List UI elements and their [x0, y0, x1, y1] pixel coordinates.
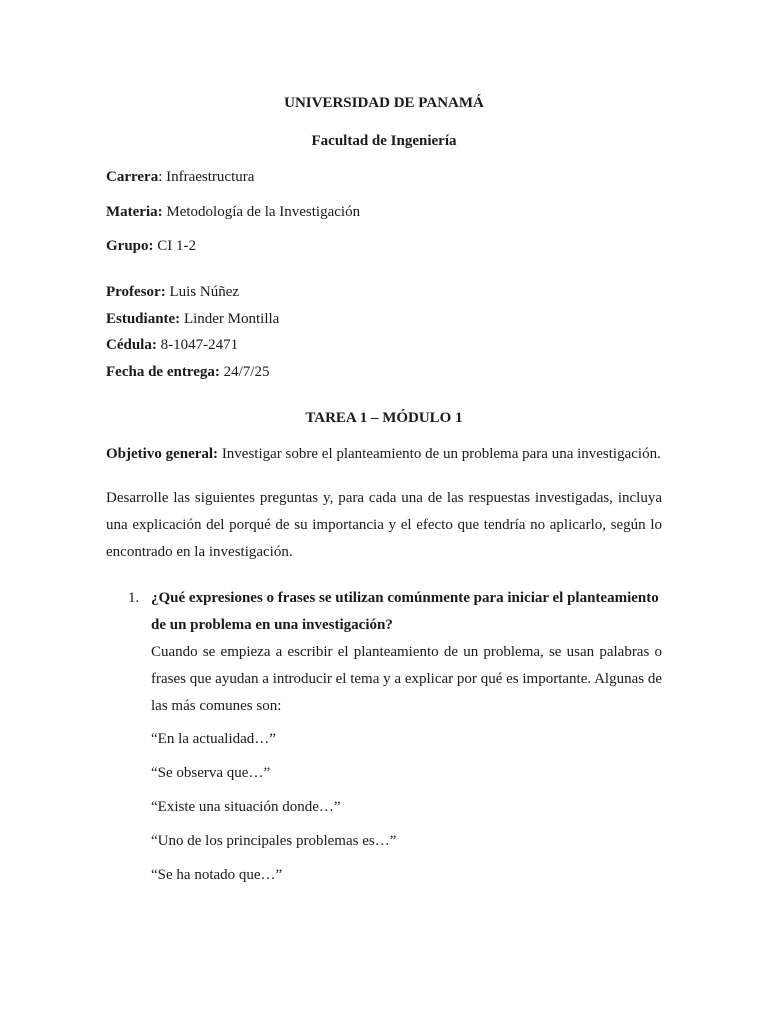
carrera-line — [106, 169, 254, 186]
materia-line — [106, 204, 360, 221]
example-phrase: “En la actualidad…” — [151, 731, 276, 747]
profesor-value: Luis Núñez — [165, 284, 240, 300]
estudiante-value: Linder Montilla — [180, 311, 280, 327]
cedula-label: Cédula: — [106, 337, 157, 353]
university-title: UNIVERSIDAD DE PANAMÁ — [284, 95, 484, 111]
profesor-label: Profesor: — [106, 284, 166, 300]
cedula-line — [106, 337, 238, 354]
estudiante-label: Estudiante: — [106, 311, 181, 327]
objective-label: Objetivo general: — [106, 446, 219, 462]
cedula-value: 8-1047-2471 — [156, 337, 239, 353]
fecha-label: Fecha de entrega: — [106, 364, 220, 380]
grupo-value: CI 1-2 — [153, 238, 197, 254]
question-number: 1. — [128, 590, 140, 606]
carrera-value: : Infraestructura — [158, 169, 255, 185]
profesor-line — [106, 284, 239, 301]
materia-label: Materia: — [106, 204, 163, 220]
answer-paragraph: Cuando se empieza a escribir el planteamiento de un problema, se usan palabras o frases que ayudan a introducir el tema y a explicar por qué es importante. Algunas de las más comunes son: — [151, 644, 662, 714]
grupo-label: Grupo: — [106, 238, 154, 254]
objective-line — [106, 446, 661, 463]
example-phrase: “Uno de los principales problemas es…” — [151, 833, 397, 849]
materia-value: Metodología de la Investigación — [162, 204, 361, 220]
question-text: ¿Qué expresiones o frases se utilizan comúnmente para iniciar el planteamiento de un problema en una investigación? — [151, 590, 659, 633]
example-phrase: “Existe una situación donde…” — [151, 799, 341, 815]
objective-text: Investigar sobre el planteamiento de un problema para una investigación. — [218, 446, 661, 462]
grupo-line — [106, 238, 196, 255]
instructions-paragraph: Desarrolle las siguientes preguntas y, para cada una de las respuestas investigadas, incluya una explicación del porqué de su importancia y el efecto que tendría no aplicarlo, según lo encontrado en la investigación. — [106, 490, 662, 560]
example-phrase: “Se observa que…” — [151, 765, 271, 781]
estudiante-line — [106, 311, 279, 328]
fecha-value: 24/7/25 — [219, 364, 270, 380]
carrera-label: Carrera — [106, 169, 159, 185]
task-title: TAREA 1 – MÓDULO 1 — [305, 410, 463, 426]
faculty-title: Facultad de Ingeniería — [311, 133, 457, 149]
fecha-line — [106, 364, 269, 381]
example-phrase: “Se ha notado que…” — [151, 867, 283, 883]
